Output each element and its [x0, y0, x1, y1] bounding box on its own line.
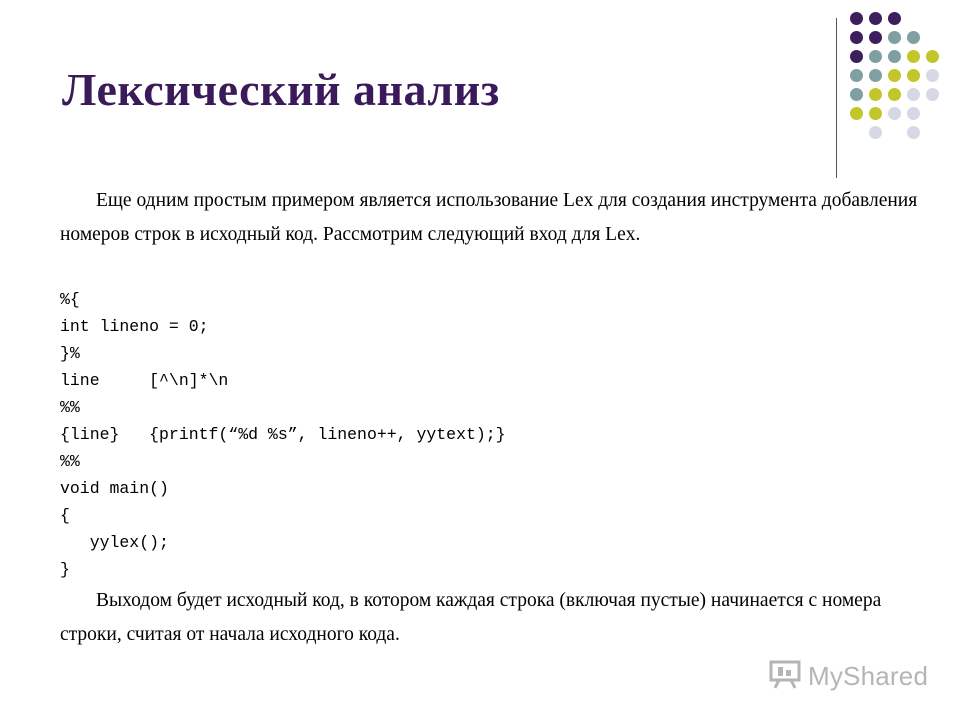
watermark-text: MyShared	[808, 660, 929, 691]
code-listing	[60, 286, 506, 583]
decorative-dot	[907, 31, 920, 44]
outro-text: Выходом будет исходный код, в котором каждая строка (включая пустые) начинается с номера строки, считая от начала исходного кода.	[60, 590, 882, 645]
code-line: %%	[60, 452, 80, 471]
decorative-dot	[926, 88, 939, 101]
decorative-dot	[907, 69, 920, 82]
decorative-dot	[888, 107, 901, 120]
decorative-dot	[907, 88, 920, 101]
decorative-dot	[888, 50, 901, 63]
watermark	[768, 656, 928, 696]
intro-paragraph	[60, 184, 920, 252]
decorative-dot	[850, 69, 863, 82]
decorative-dot	[907, 107, 920, 120]
decorative-dot	[869, 31, 882, 44]
decorative-dot	[926, 50, 939, 63]
decorative-dot	[888, 88, 901, 101]
decorative-dot	[850, 12, 863, 25]
code-line: {	[60, 506, 70, 525]
code-line: }%	[60, 344, 80, 363]
decorative-dot	[869, 126, 882, 139]
divider-line	[836, 18, 837, 178]
decorative-dot	[869, 12, 882, 25]
slide-title: Лексический анализ	[62, 64, 500, 115]
code-line: yylex();	[60, 533, 169, 552]
decorative-dot	[907, 126, 920, 139]
code-line: {line} {printf(“%d %s”, lineno++, yytext);}	[60, 425, 506, 444]
decorative-dot	[869, 88, 882, 101]
decorative-dot	[888, 31, 901, 44]
decorative-dot	[869, 50, 882, 63]
decorative-dot	[850, 31, 863, 44]
code-line: %%	[60, 398, 80, 417]
decorative-dot	[888, 69, 901, 82]
code-line: line [^\n]*\n	[60, 371, 229, 390]
decorative-dot	[869, 107, 882, 120]
decorative-dot	[888, 12, 901, 25]
decorative-dot	[850, 107, 863, 120]
intro-text: Еще одним простым примером является использование Lex для создания инструмента добавления номеров строк в исходный код. Рассмотрим следующий вход для Lex.	[60, 190, 918, 245]
decorative-dot	[907, 50, 920, 63]
decorative-dot	[869, 69, 882, 82]
decorative-dot	[926, 69, 939, 82]
code-line: void main()	[60, 479, 169, 498]
presentation-icon	[768, 659, 802, 694]
outro-paragraph	[60, 584, 920, 652]
code-line: %{	[60, 290, 80, 309]
decorative-dot	[850, 88, 863, 101]
decorative-dot-grid	[850, 12, 950, 162]
code-line: int lineno = 0;	[60, 317, 209, 336]
code-line: }	[60, 560, 70, 579]
decorative-dot	[850, 50, 863, 63]
